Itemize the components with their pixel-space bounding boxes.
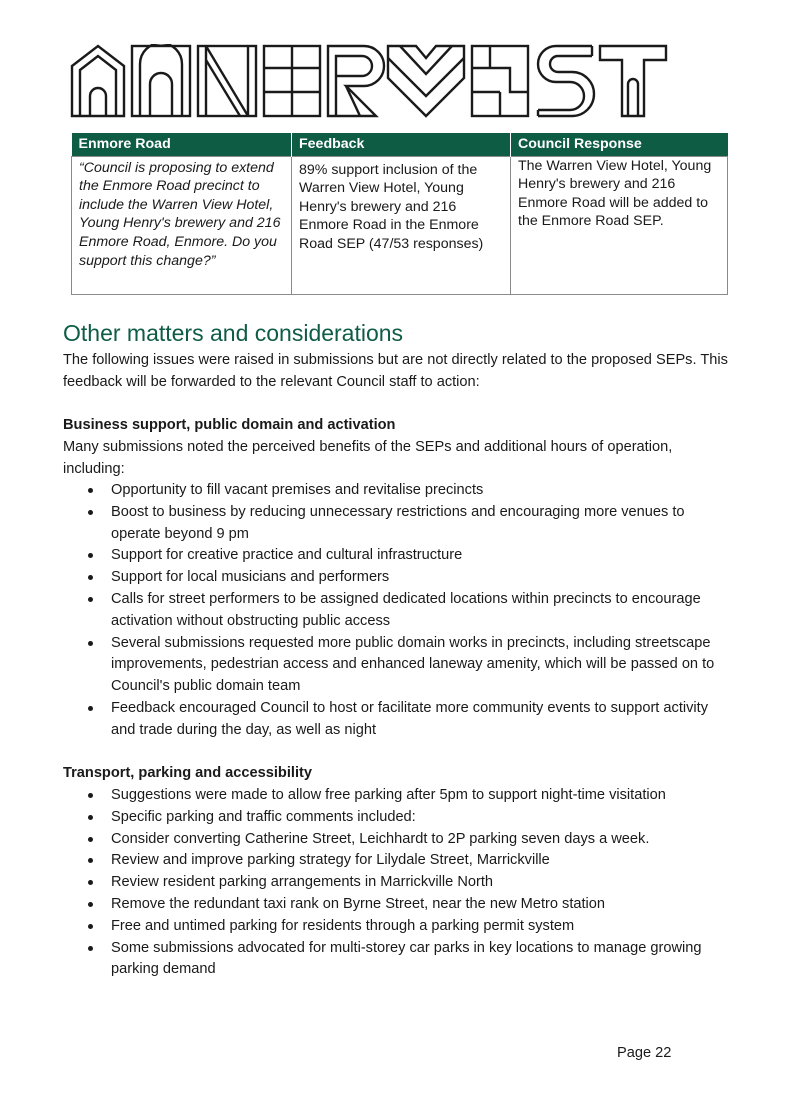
section-intro: The following issues were raised in submissions but are not directly related to the proposed SEPs. This feedback will be forwarded to the relevant Council staff to action: — [63, 352, 728, 390]
table-row — [72, 156, 728, 294]
logo-letter-s — [538, 46, 594, 116]
list-item: Some submissions advocated for multi-storey car parks in key locations to manage growing parking demand — [63, 938, 733, 982]
list-item: Feedback encouraged Council to host or facilitate more community events to support activity and trade during the day, as well as night — [63, 698, 733, 742]
business-heading: Business support, public domain and activation — [63, 417, 396, 433]
feedback-cell: 89% support inclusion of the Warren View Hotel, Young Henry's brewery and 216 Enmore Road in the Enmore Road SEP (47/53 responses) — [292, 156, 511, 294]
list-item: Opportunity to fill vacant premises and revitalise precincts — [63, 480, 733, 502]
section-title: Other matters and considerations — [63, 320, 404, 346]
transport-bullet-list — [63, 785, 733, 981]
column-header-enmore-road: Enmore Road — [72, 133, 292, 156]
logo-letter-t — [600, 46, 666, 116]
business-intro: Many submissions noted the perceived benefits of the SEPs and additional hours of operation, including: — [63, 439, 673, 477]
council-response-cell: The Warren View Hotel, Young Henry's brewery and 216 Enmore Road will be added to the Enmore Road SEP. — [511, 156, 728, 294]
logo-letter-e — [264, 46, 320, 116]
list-item: Suggestions were made to allow free parking after 5pm to support night-time visitation — [63, 785, 733, 807]
transport-heading: Transport, parking and accessibility — [63, 765, 312, 781]
list-item: Several submissions requested more public domain works in precincts, including streetscape improvements, pedestrian access and enhanced laneway amenity, which will be passed on to Council's public domain team — [63, 633, 733, 698]
logo-letter-n2 — [198, 46, 256, 116]
list-item: Boost to business by reducing unnecessary restrictions and encouraging more venues to operate beyond 9 pm — [63, 502, 733, 546]
list-item: Consider converting Catherine Street, Leichhardt to 2P parking seven days a week. — [63, 829, 733, 851]
logo-letter-w — [388, 46, 464, 116]
logo-letter-e2 — [472, 46, 528, 116]
question-cell: “Council is proposing to extend the Enmore Road precinct to include the Warren View Hotel, Young Henry's brewery and 216 Enmore Road, Enmore. Do you support this change?” — [72, 156, 292, 294]
list-item: Support for local musicians and performers — [63, 567, 733, 589]
column-header-feedback: Feedback — [292, 133, 511, 156]
page-number: Page 22 — [617, 1045, 672, 1061]
enmore-road-table — [71, 133, 728, 295]
list-item: Free and untimed parking for residents through a parking permit system — [63, 916, 733, 938]
table-header-row — [72, 133, 728, 156]
list-item: Remove the redundant taxi rank on Byrne Street, near the new Metro station — [63, 894, 733, 916]
list-item: Specific parking and traffic comments included: — [63, 807, 733, 829]
column-header-council-response: Council Response — [511, 133, 728, 156]
logo-letter-i — [72, 46, 124, 116]
logo-letter-r — [328, 46, 384, 116]
logo-letter-n — [132, 44, 190, 116]
inner-west-logo — [70, 44, 670, 120]
list-item: Review and improve parking strategy for Lilydale Street, Marrickville — [63, 850, 733, 872]
business-bullet-list — [63, 480, 733, 742]
list-item: Calls for street performers to be assigned dedicated locations within precincts to encourage activation without obstructing public access — [63, 589, 733, 633]
list-item: Review resident parking arrangements in Marrickville North — [63, 872, 733, 894]
list-item: Support for creative practice and cultural infrastructure — [63, 545, 733, 567]
